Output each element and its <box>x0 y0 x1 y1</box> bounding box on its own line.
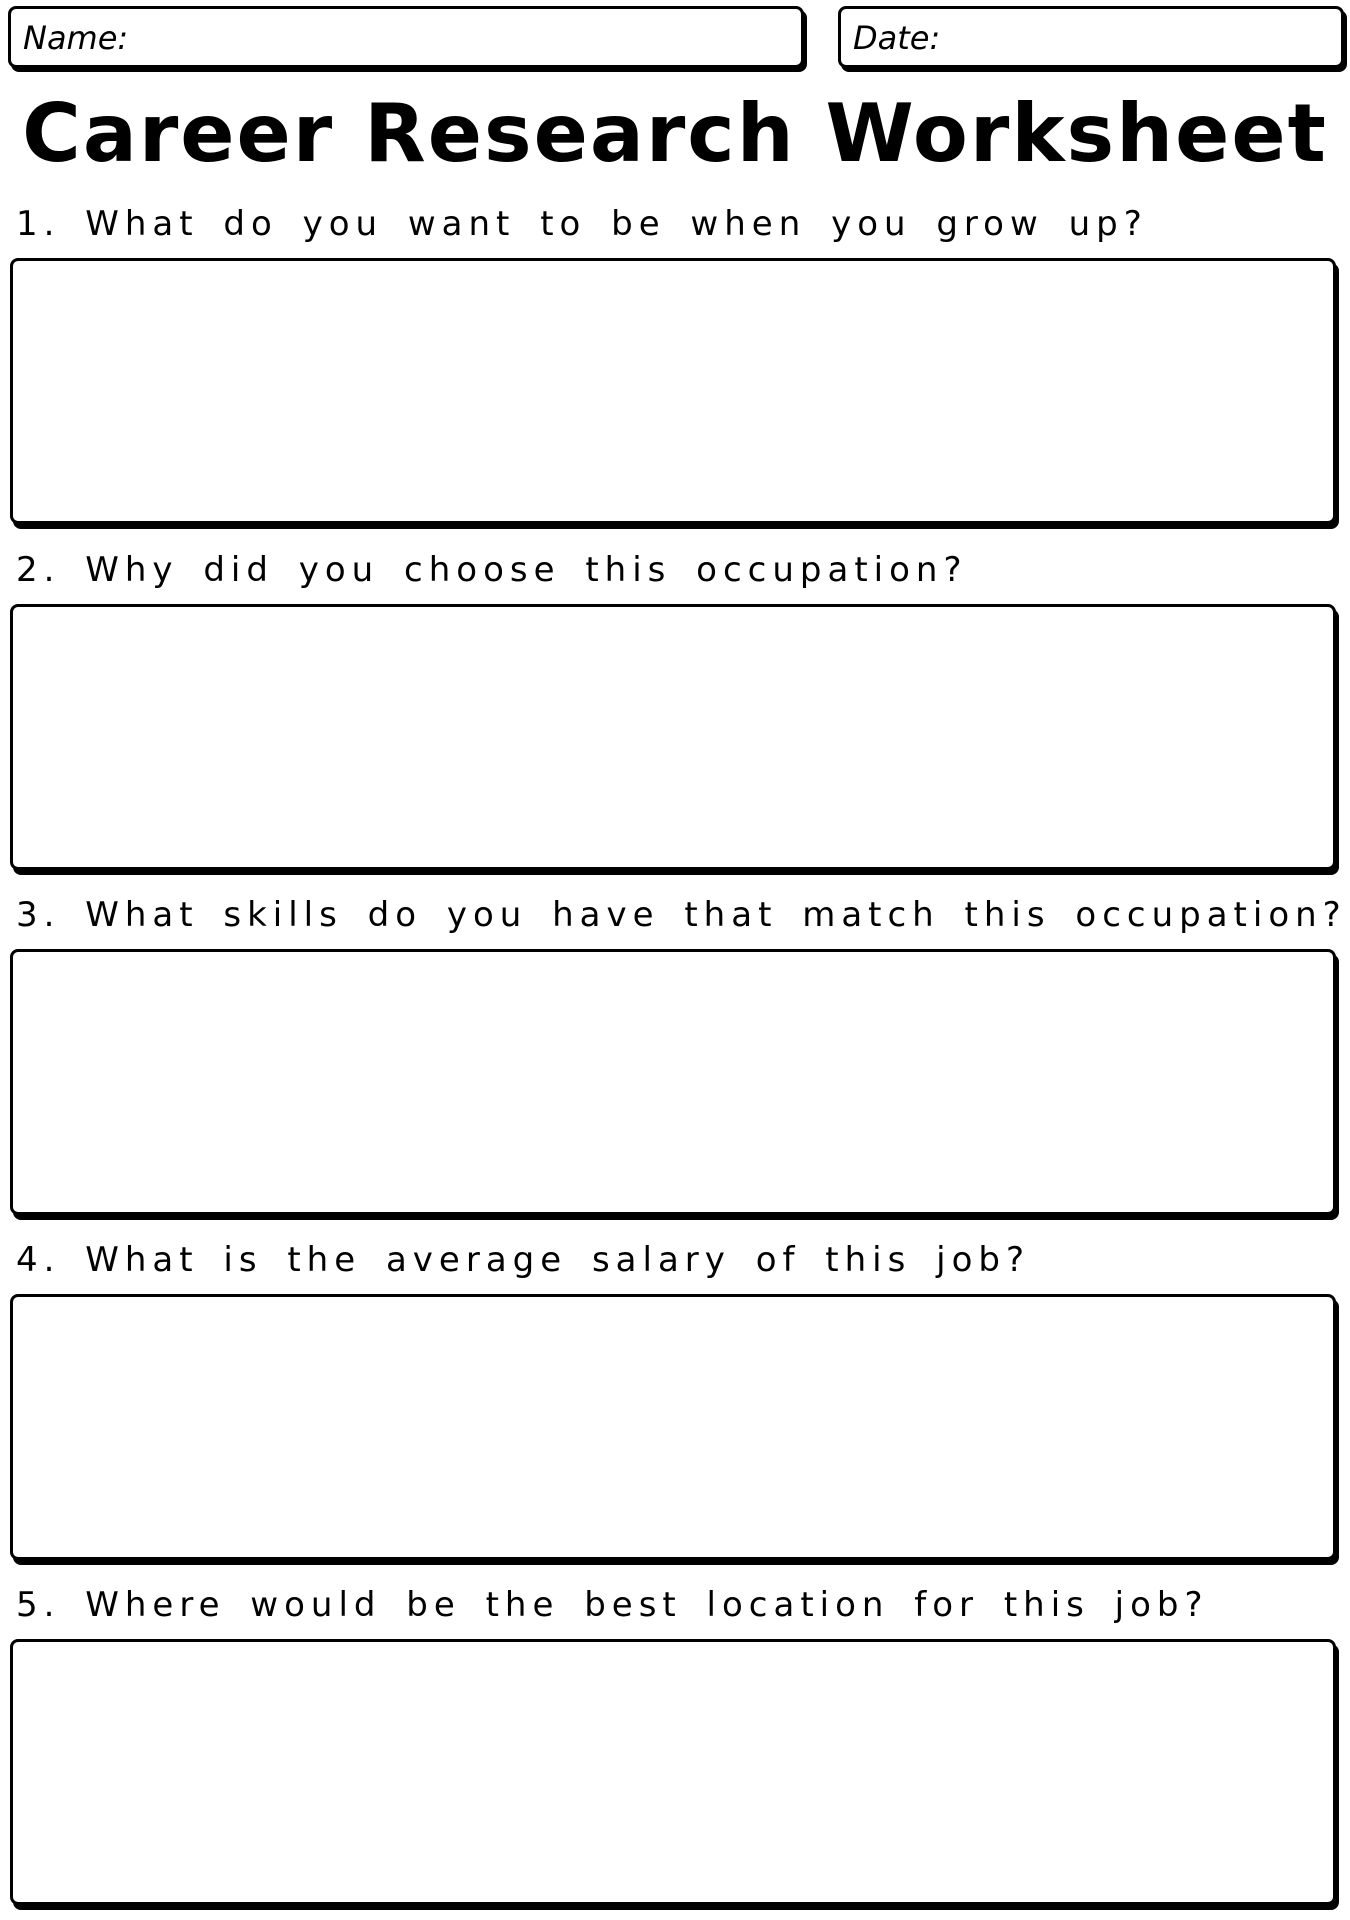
question-3: 3. What skills do you have that match this occupation? <box>16 895 1347 935</box>
question-2: 2. Why did you choose this occupation? <box>16 550 968 590</box>
question-1: 1. What do you want to be when you grow up? <box>16 204 1148 244</box>
date-field[interactable] <box>838 6 1344 68</box>
question-5: 5. Where would be the best location for this job? <box>16 1585 1209 1625</box>
answer-box-4[interactable] <box>10 1294 1336 1560</box>
page-title: Career Research Worksheet <box>22 87 1328 180</box>
answer-box-5[interactable] <box>10 1639 1336 1905</box>
name-field[interactable] <box>8 6 804 68</box>
answer-box-1[interactable] <box>10 258 1336 524</box>
question-4: 4. What is the average salary of this job? <box>16 1240 1030 1280</box>
answer-box-2[interactable] <box>10 604 1336 870</box>
date-label: Date: <box>853 19 941 57</box>
name-label: Name: <box>23 19 129 57</box>
answer-box-3[interactable] <box>10 949 1336 1215</box>
